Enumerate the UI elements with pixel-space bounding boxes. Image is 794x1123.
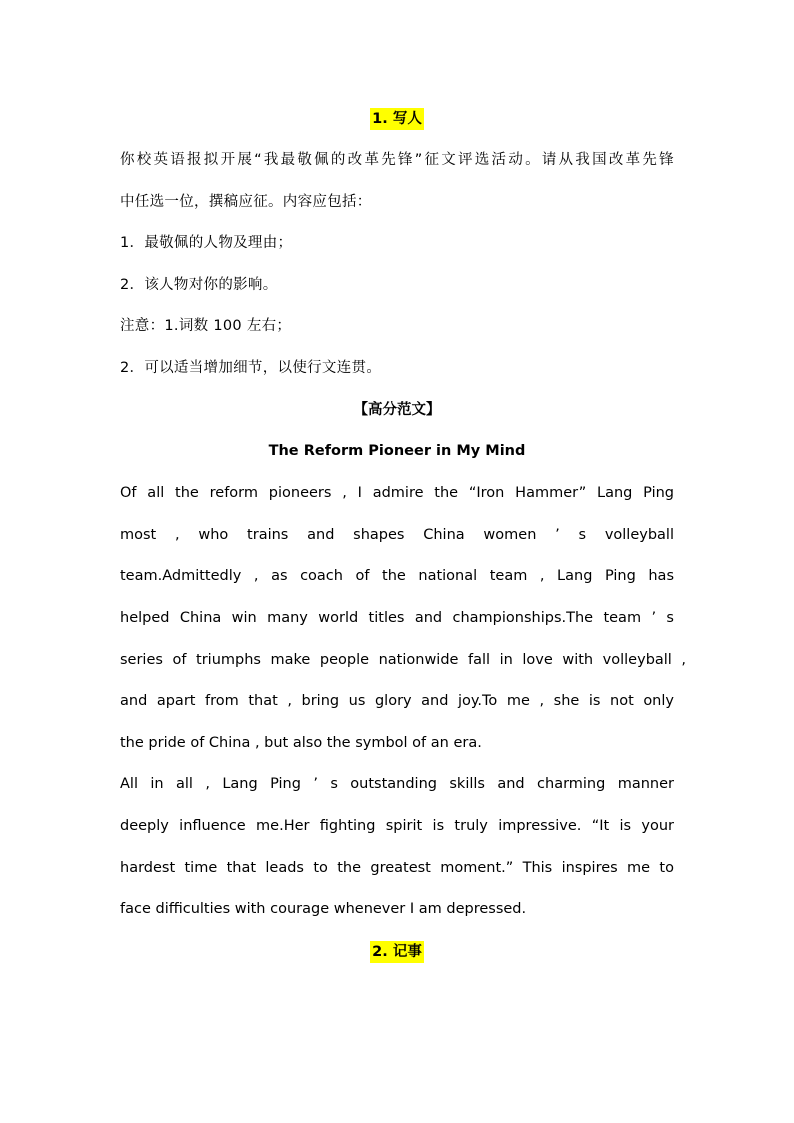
prompt-line-1: 你校英语报拟开展“我最敬佩的改革先锋”征文评选活动。请从我国改革先锋 <box>120 152 674 168</box>
essay-line-6: and apart from that , bring us glory and joy.To me , she is not only <box>120 693 674 709</box>
prompt-line-5: 注意：1.词数 100 左右； <box>120 318 292 334</box>
section-1-heading-row <box>0 108 794 130</box>
essay-line-11: face difficulties with courage whenever I am depressed. <box>120 901 527 917</box>
essay-line-4: helped China win many world titles and championships.The team ’ s <box>120 610 674 626</box>
prompt-line-2: 中任选一位，撰稿应征。内容应包括： <box>120 194 372 210</box>
essay-line-8: All in all , Lang Ping ’ s outstanding skills and charming manner <box>120 776 674 792</box>
essay-line-7: the pride of China , but also the symbol of an era. <box>120 735 482 751</box>
section-2-heading-row <box>0 941 794 963</box>
essay-line-5: series of triumphs make people nationwide fall in love with volleyball , <box>120 652 686 668</box>
essay-line-3: team.Admittedly , as coach of the national team , Lang Ping has <box>120 568 674 584</box>
prompt-line-6: 2．可以适当增加细节，以使行文连贯。 <box>120 360 382 376</box>
prompt-line-3: 1．最敬佩的人物及理由； <box>120 235 293 251</box>
essay-line-1: Of all the reform pioneers , I admire the “Iron Hammer” Lang Ping <box>120 485 674 501</box>
prompt-line-4: 2．该人物对你的影响。 <box>120 277 278 293</box>
sample-essay-label: 【高分范文】 <box>353 402 441 418</box>
section-1-heading: 1. 写人 <box>370 108 424 130</box>
essay-title: The Reform Pioneer in My Mind <box>268 443 526 459</box>
essay-line-10: hardest time that leads to the greatest moment.” This inspires me to <box>120 860 674 876</box>
section-2-heading: 2. 记事 <box>370 941 424 963</box>
essay-line-2: most , who trains and shapes China women ’ s volleyball <box>120 527 674 543</box>
essay-line-9: deeply influence me.Her fighting spirit is truly impressive. “It is your <box>120 818 674 834</box>
